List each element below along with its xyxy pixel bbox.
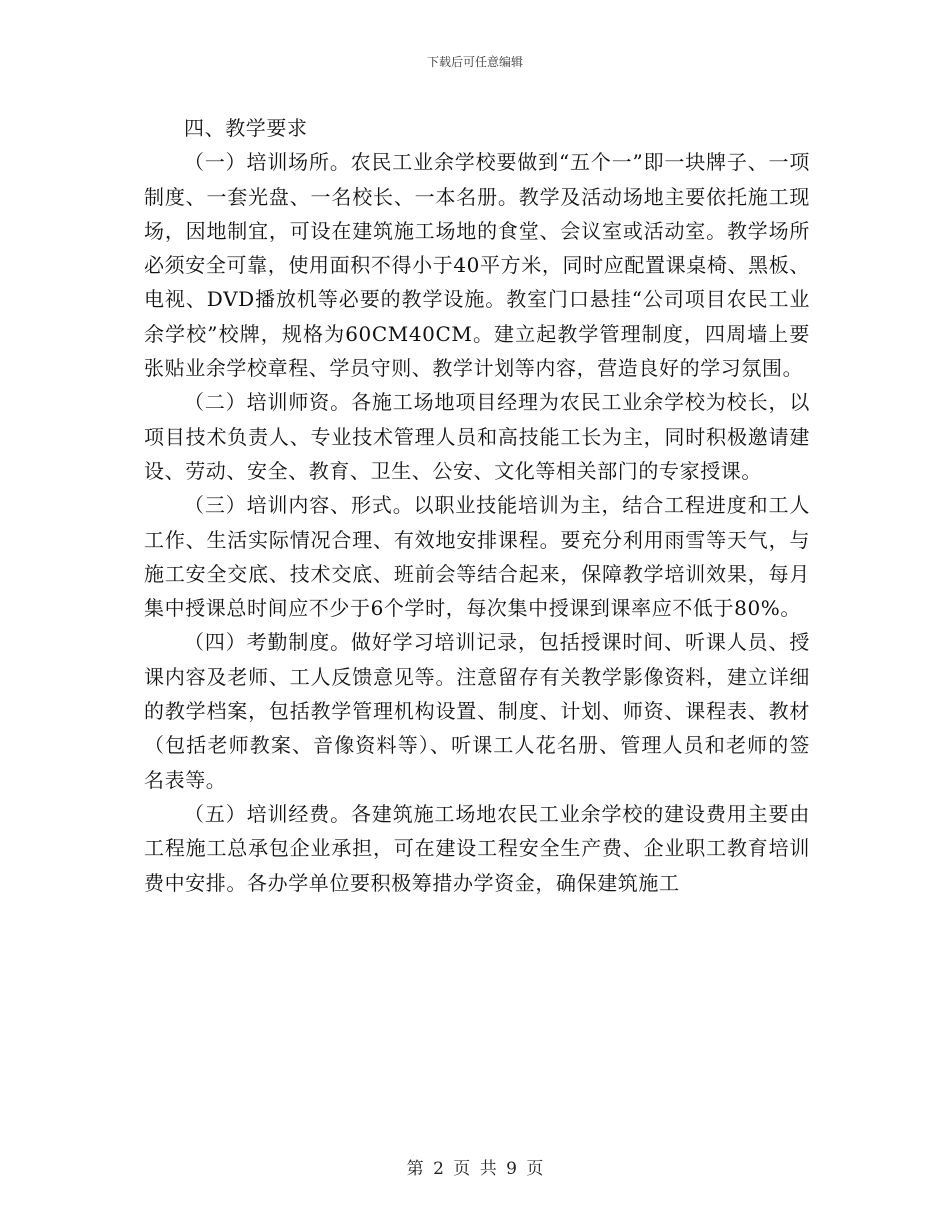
section-heading: 四、教学要求	[184, 116, 308, 140]
paragraph-training-venue: （一）培训场所。农民工业余学校要做到“五个一”即一块牌子、一项制度、一套光盘、一名校长、一本名册。教学及活动场地主要依托施工现场，因地制宜，可设在建筑施工场地的食堂、会议室或活动室。教学场所必须安全可靠，使用面积不得小于40平方米，同时应配置课桌椅、黑板、电视、DVD播放机等必要的教学设施。教室门口悬挂“公司项目农民工业余学校”校牌，规格为60CM40CM。建立起教学管理制度，四周墙上要张贴业余学校章程、学员守则、教学计划等内容，营造良好的学习氛围。	[144, 150, 810, 381]
paragraph-training-content: （三）培训内容、形式。以职业技能培训为主，结合工程进度和工人工作、生活实际情况合理、有效地安排课程。要充分利用雨雪等天气，与施工安全交底、技术交底、班前会等结合起来，保障教学培训效果，每月集中授课总时间应不少于6个学时，每次集中授课到课率应不低于80%。	[144, 493, 810, 621]
page-header-note: 下载后可任意编辑	[426, 55, 523, 69]
paragraph-attendance-system: （四）考勤制度。做好学习培训记录，包括授课时间、听课人员、授课内容及老师、工人反馈意见等。注意留存有关教学影像资料，建立详细的教学档案，包括教学管理机构设置、制度、计划、师资、课程表、教材（包括老师教案、音像资料等）、听课工人花名册、管理人员和老师的签名表等。	[144, 630, 810, 792]
page-number: 第 2 页 共 9 页	[406, 1159, 544, 1179]
paragraph-training-teachers: （二）培训师资。各施工场地项目经理为农民工业余学校为校长，以项目技术负责人、专业技术管理人员和高技能工长为主，同时积极邀请建设、劳动、安全、教育、卫生、公安、文化等相关部门的专家授课。	[144, 390, 810, 483]
document-body	[144, 111, 810, 900]
paragraph-training-funds: （五）培训经费。各建筑施工场地农民工业余学校的建设费用主要由工程施工总承包企业承担，可在建设工程安全生产费、企业职工教育培训费中安排。各办学单位要积极筹措办学资金，确保建筑施工	[144, 801, 810, 895]
